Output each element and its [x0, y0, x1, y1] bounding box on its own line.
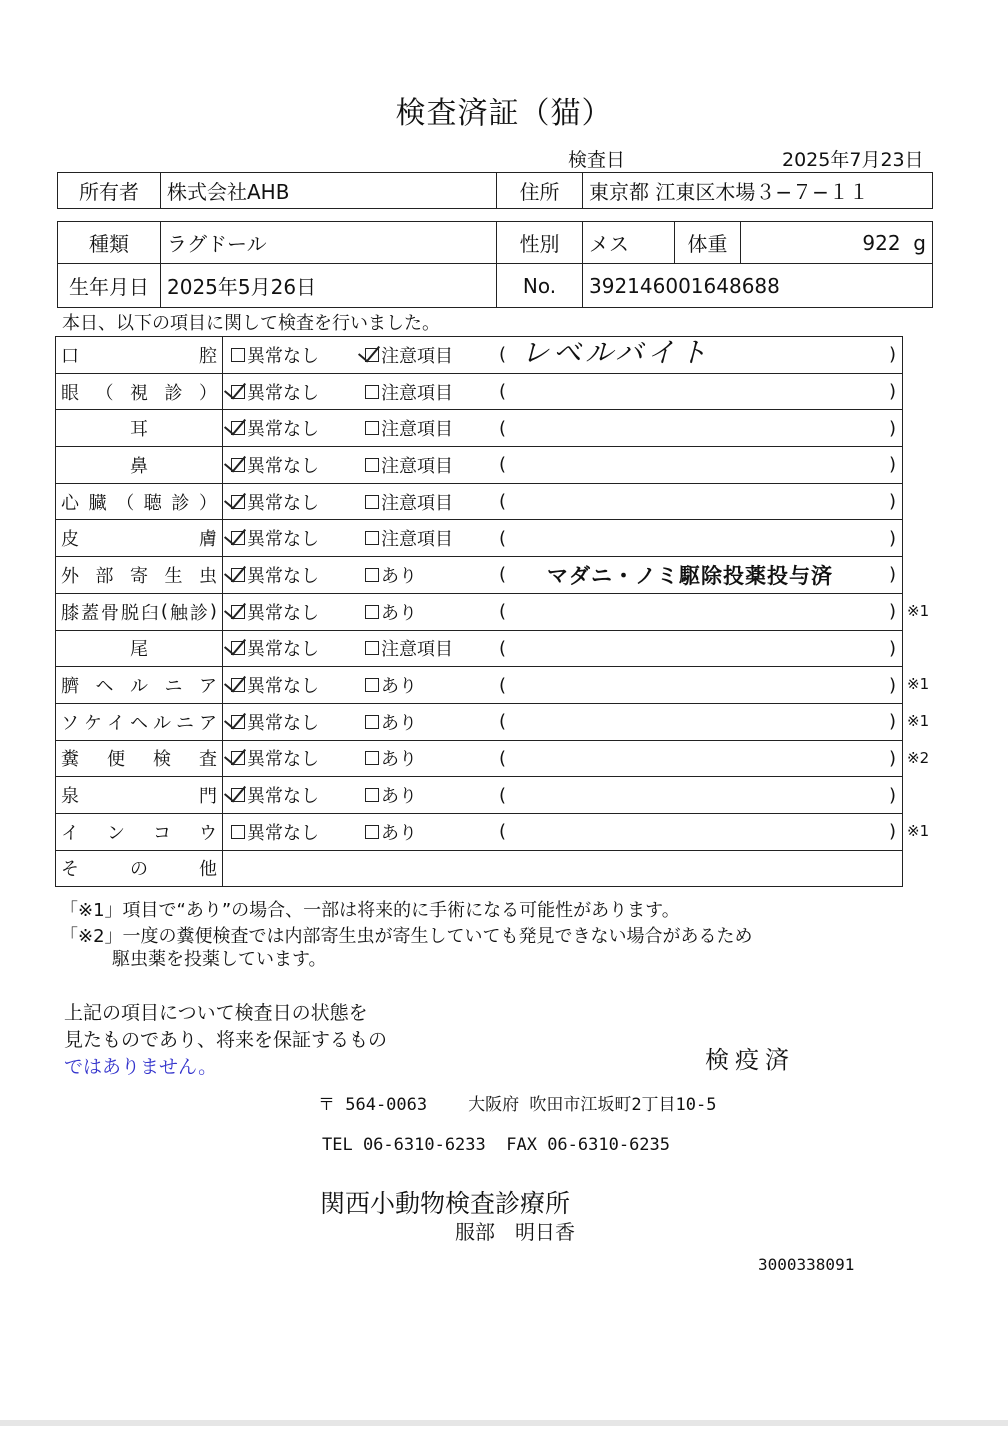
weight-label: 体重 — [675, 222, 741, 264]
option-attention-label: あり — [381, 822, 417, 844]
label-char: ） — [199, 382, 217, 404]
inspection-date-label: 検査日 — [568, 149, 626, 171]
checkbox-icon[interactable] — [365, 715, 379, 729]
exam-row-options — [223, 410, 903, 447]
exam-row-label — [56, 777, 223, 814]
label-char: 鼻 — [130, 455, 148, 477]
checkbox-icon[interactable] — [365, 348, 379, 362]
exam-row-options — [223, 373, 903, 410]
exam-note: マダニ・ノミ駆除投薬投与済 — [547, 563, 833, 588]
checkbox-icon[interactable] — [231, 825, 245, 839]
exam-row-label — [56, 410, 223, 447]
exam-row-options — [223, 667, 903, 704]
exam-row — [56, 337, 903, 374]
checkbox-icon[interactable] — [365, 495, 379, 509]
exam-row-label-text — [61, 415, 217, 441]
label-char: ソ — [61, 712, 79, 734]
label-char: ウ — [199, 822, 217, 844]
checkbox-icon[interactable] — [231, 605, 245, 619]
option-normal[interactable] — [231, 672, 365, 698]
checkbox-icon[interactable] — [365, 531, 379, 545]
exam-row-label-text — [61, 452, 217, 478]
footnote-2-line2: 駆虫薬を投薬しています。 — [112, 949, 327, 970]
label-char: （ — [116, 492, 135, 514]
label-char: 泉 — [61, 786, 79, 808]
document-number: 3000338091 — [758, 1255, 855, 1274]
exam-row-label — [56, 630, 223, 667]
label-char: ニ — [176, 712, 194, 734]
label-char: の — [130, 859, 148, 881]
option-attention[interactable] — [365, 415, 453, 441]
footnote-2-line1: 「※2」一度の糞便検査では内部寄生虫が寄生していても発見できない場合があるため — [60, 926, 753, 947]
label-char: 診 — [171, 492, 190, 514]
exam-row-label-text — [61, 379, 217, 405]
option-attention[interactable] — [365, 525, 453, 551]
checkbox-icon[interactable] — [365, 641, 379, 655]
label-char: そ — [61, 859, 79, 881]
paren-close: ) — [888, 564, 896, 586]
option-normal[interactable] — [231, 562, 365, 588]
exam-row-options — [223, 740, 903, 777]
exam-row-label-text — [61, 562, 217, 588]
label-char: 臓 — [88, 492, 107, 514]
animal-table — [57, 221, 933, 308]
option-attention-label: 注意項目 — [381, 529, 453, 551]
label-char: 診 — [189, 602, 208, 624]
checkbox-icon[interactable] — [365, 788, 379, 802]
checkbox-icon[interactable] — [231, 788, 245, 802]
option-normal[interactable] — [231, 745, 365, 771]
option-attention-label: 注意項目 — [381, 419, 453, 441]
exam-row-options — [223, 337, 903, 374]
option-normal-label: 異常なし — [247, 529, 319, 551]
label-char: ア — [199, 712, 217, 734]
checkbox-icon[interactable] — [231, 348, 245, 362]
option-attention-label: あり — [381, 565, 417, 587]
exam-row-options — [223, 593, 903, 630]
label-char: 査 — [199, 749, 217, 771]
label-char: ニ — [164, 676, 183, 698]
option-attention-label: あり — [381, 602, 417, 624]
label-char: 検 — [153, 749, 171, 771]
exam-table — [55, 336, 903, 887]
exam-row-options — [223, 850, 903, 887]
label-char: 眼 — [61, 382, 79, 404]
paren-open: ( — [499, 417, 507, 439]
option-attention[interactable] — [365, 672, 417, 698]
clinic-tel: TEL 06-6310-6233 — [322, 1135, 486, 1155]
checkbox-icon[interactable] — [231, 751, 245, 765]
option-normal-label: 異常なし — [247, 492, 319, 514]
option-normal[interactable] — [231, 379, 365, 405]
label-char: 生 — [164, 565, 183, 587]
no-value: 392146001648688 — [583, 264, 933, 308]
paren-close: ) — [888, 601, 896, 623]
exam-row-label — [56, 520, 223, 557]
label-char: 外 — [61, 565, 79, 587]
paren-close: ) — [888, 747, 896, 769]
paren-open: ( — [499, 454, 507, 476]
exam-row-label — [56, 557, 223, 594]
label-char: ン — [107, 822, 125, 844]
statement-line3: ではありません。 — [64, 1056, 218, 1078]
exam-row-label-text — [61, 709, 217, 735]
checkbox-icon[interactable] — [365, 458, 379, 472]
address-label: 住所 — [497, 173, 583, 209]
paren-open: ( — [499, 674, 507, 696]
exam-row — [56, 813, 903, 850]
paren-open: ( — [499, 491, 507, 513]
paren-open: ( — [499, 601, 507, 623]
checkbox-icon[interactable] — [231, 531, 245, 545]
label-char: ( — [160, 601, 168, 623]
paren-close: ) — [888, 454, 896, 476]
paren-close: ) — [888, 417, 896, 439]
option-normal-label: 異常なし — [247, 345, 319, 367]
paren-close: ) — [888, 784, 896, 806]
quarantine-stamp: 検疫済 — [705, 1046, 795, 1074]
label-char: 虫 — [199, 565, 217, 587]
option-normal[interactable] — [231, 819, 365, 845]
label-char: 門 — [199, 786, 217, 808]
label-char: 臍 — [61, 676, 79, 698]
exam-row-options — [223, 777, 903, 814]
option-attention[interactable] — [365, 745, 417, 771]
exam-row-label — [56, 447, 223, 484]
handwritten-note: レベルバイト — [521, 336, 712, 369]
label-char: 触 — [169, 602, 188, 624]
paren-open: ( — [499, 784, 507, 806]
label-char: 部 — [95, 565, 114, 587]
paren-open: ( — [499, 747, 507, 769]
footnote-1: 「※1」項目で“あり”の場合、一部は将来的に手術になる可能性があります。 — [60, 900, 680, 921]
checkbox-icon[interactable] — [365, 751, 379, 765]
option-normal[interactable] — [231, 635, 365, 661]
exam-row — [56, 703, 903, 740]
paren-close: ) — [888, 491, 896, 513]
label-char: ） — [198, 492, 217, 514]
sex-label: 性別 — [497, 222, 583, 264]
paren-close: ) — [888, 637, 896, 659]
option-attention[interactable] — [365, 819, 417, 845]
option-normal[interactable] — [231, 415, 365, 441]
exam-row-label-text — [61, 525, 217, 551]
label-char: 腔 — [199, 345, 217, 367]
label-char: ヘ — [95, 676, 114, 698]
option-normal[interactable] — [231, 489, 365, 515]
label-char: 耳 — [130, 419, 148, 441]
footnote-marker: ※2 — [907, 748, 930, 767]
footnote-marker: ※1 — [907, 822, 930, 841]
exam-row-label-text — [61, 745, 217, 771]
weight-unit: g — [913, 230, 926, 255]
option-attention-label: 注意項目 — [381, 345, 453, 367]
checkbox-icon[interactable] — [231, 458, 245, 472]
label-char: 糞 — [61, 749, 79, 771]
label-char: 骨 — [100, 602, 119, 624]
birth-label: 生年月日 — [58, 264, 161, 308]
option-normal[interactable] — [231, 525, 365, 551]
clinic-address-line — [318, 1090, 717, 1115]
exam-row-label — [56, 667, 223, 704]
exam-row — [56, 777, 903, 814]
address-value: 東京都 江東区木場３−７−１１ — [583, 173, 933, 209]
breed-value: ラグドール — [161, 222, 497, 264]
exam-row-options — [223, 703, 903, 740]
option-normal-label: 異常なし — [247, 455, 319, 477]
paren-close: ) — [888, 381, 896, 403]
option-normal[interactable] — [231, 599, 365, 625]
checkbox-icon[interactable] — [365, 421, 379, 435]
intro-text: 本日、以下の項目に関して検査を行いました。 — [62, 313, 440, 334]
checkbox-icon[interactable] — [231, 385, 245, 399]
label-char: ア — [199, 676, 217, 698]
label-char: 心 — [61, 492, 79, 514]
option-attention-label: あり — [381, 786, 417, 808]
checkbox-icon[interactable] — [231, 568, 245, 582]
paren-close: ) — [888, 711, 896, 733]
exam-row — [56, 520, 903, 557]
exam-row-label — [56, 850, 223, 887]
option-normal-label: 異常なし — [247, 712, 319, 734]
option-normal[interactable] — [231, 342, 365, 368]
option-attention[interactable] — [365, 379, 453, 405]
footnote-marker: ※1 — [907, 712, 930, 730]
label-char: 便 — [107, 749, 125, 771]
label-char: ル — [130, 676, 148, 698]
paren-open: ( — [499, 637, 507, 659]
label-char: 膚 — [199, 529, 217, 551]
exam-row-options — [223, 447, 903, 484]
label-char: ) — [209, 601, 217, 623]
exam-row-label-text — [61, 635, 217, 661]
exam-row-label-text — [61, 672, 217, 698]
option-normal-label: 異常なし — [247, 602, 319, 624]
exam-row-label-text — [61, 782, 217, 808]
label-char: イ — [61, 822, 79, 844]
inspection-date: 2025年7月23日 — [782, 149, 924, 171]
checkbox-icon[interactable] — [365, 385, 379, 399]
exam-row-options — [223, 813, 903, 850]
label-char: 蓋 — [80, 602, 99, 624]
label-char: ケ — [84, 712, 102, 734]
exam-row — [56, 593, 903, 630]
label-char: 皮 — [61, 529, 79, 551]
label-char: 寄 — [130, 565, 148, 587]
owner-table — [57, 172, 933, 209]
option-normal-label: 異常なし — [247, 382, 319, 404]
option-normal[interactable] — [231, 782, 365, 808]
scan-edge — [0, 1420, 1008, 1426]
clinic-fax: FAX 06-6310-6235 — [506, 1135, 671, 1155]
weight-cell — [741, 222, 933, 264]
checkbox-icon[interactable] — [365, 605, 379, 619]
paren-close: ) — [888, 821, 896, 843]
exam-row-label — [56, 483, 223, 520]
label-char: コ — [153, 822, 171, 844]
option-normal-label: 異常なし — [247, 749, 319, 771]
checkbox-icon[interactable] — [231, 641, 245, 655]
footnote-marker: ※1 — [907, 601, 930, 620]
exam-row-label — [56, 813, 223, 850]
label-char: ル — [153, 712, 171, 734]
label-char: 脱 — [120, 602, 139, 624]
exam-row-label — [56, 337, 223, 374]
clinic-address: 大阪府 吹田市江坂町2丁目10-5 — [468, 1095, 717, 1115]
option-normal-label: 異常なし — [247, 419, 319, 441]
document-title: 検査済証（猫） — [395, 96, 613, 131]
exam-row-label-text — [61, 489, 217, 515]
option-normal-label: 異常なし — [247, 565, 319, 587]
paren-open: ( — [499, 821, 507, 843]
option-attention-label: 注意項目 — [381, 492, 453, 514]
checkbox-icon[interactable] — [231, 678, 245, 692]
exam-row — [56, 483, 903, 520]
footnote-marker: ※1 — [907, 675, 930, 694]
exam-row-options — [223, 520, 903, 557]
option-normal[interactable] — [231, 452, 365, 478]
statement-line1: 上記の項目について検査日の状態を — [64, 1002, 368, 1024]
option-normal-label: 異常なし — [247, 822, 319, 844]
doctor-name: 服部 明日香 — [455, 1220, 575, 1244]
exam-row-label — [56, 373, 223, 410]
disclaimer-statement — [64, 1000, 387, 1081]
clinic-contact-line — [322, 1135, 670, 1155]
checkbox-icon[interactable] — [231, 715, 245, 729]
option-normal-label: 異常なし — [247, 639, 319, 661]
option-normal-label: 異常なし — [247, 676, 319, 698]
option-attention-label: 注意項目 — [381, 455, 453, 477]
exam-row-label — [56, 740, 223, 777]
birth-value: 2025年5月26日 — [161, 264, 497, 308]
option-attention-label: 注意項目 — [381, 382, 453, 404]
option-attention[interactable] — [365, 562, 417, 588]
label-char: 膝 — [61, 602, 79, 624]
exam-row-label — [56, 593, 223, 630]
option-attention[interactable] — [365, 489, 453, 515]
paren-close: ) — [888, 344, 896, 366]
exam-row-label-text — [61, 855, 217, 881]
breed-label: 種類 — [58, 222, 161, 264]
checkbox-icon[interactable] — [231, 495, 245, 509]
exam-row — [56, 850, 903, 887]
checkbox-icon[interactable] — [365, 678, 379, 692]
option-attention[interactable] — [365, 599, 417, 625]
owner-label: 所有者 — [58, 173, 161, 209]
exam-row — [56, 447, 903, 484]
option-attention-label: あり — [381, 712, 417, 734]
exam-row — [56, 410, 903, 447]
exam-row — [56, 630, 903, 667]
checkbox-icon[interactable] — [365, 568, 379, 582]
label-char: 他 — [199, 859, 217, 881]
statement-line2: 見たものであり、将来を保証するもの — [64, 1029, 388, 1051]
label-char: 診 — [164, 382, 183, 404]
label-char: イ — [107, 712, 125, 734]
label-char: ヘ — [130, 712, 148, 734]
paren-open: ( — [499, 344, 507, 366]
option-attention-label: あり — [381, 749, 417, 771]
exam-row-options — [223, 557, 903, 594]
option-attention[interactable] — [365, 342, 453, 368]
exam-row — [56, 667, 903, 704]
label-char: （ — [95, 382, 114, 404]
option-normal-label: 異常なし — [247, 786, 319, 808]
checkbox-icon[interactable] — [231, 421, 245, 435]
paren-open: ( — [499, 711, 507, 733]
clinic-postal: 〒 564-0063 — [318, 1095, 428, 1115]
sex-value: メス — [583, 222, 675, 264]
exam-row-label-text — [61, 599, 217, 625]
paren-close: ) — [888, 674, 896, 696]
paren-open: ( — [499, 564, 507, 586]
no-label: No. — [497, 264, 583, 308]
label-char: 尾 — [130, 639, 148, 661]
label-char: 臼 — [140, 602, 159, 624]
option-attention[interactable] — [365, 452, 453, 478]
checkbox-icon[interactable] — [365, 825, 379, 839]
exam-row-options — [223, 630, 903, 667]
option-attention[interactable] — [365, 635, 453, 661]
owner-value: 株式会社AHB — [161, 173, 497, 209]
label-char: 聴 — [143, 492, 162, 514]
paren-close: ) — [888, 527, 896, 549]
exam-row — [56, 557, 903, 594]
exam-row-label-text — [61, 819, 217, 845]
option-attention-label: 注意項目 — [381, 639, 453, 661]
exam-row-label-text — [61, 342, 217, 368]
option-attention-label: あり — [381, 676, 417, 698]
option-attention[interactable] — [365, 709, 417, 735]
paren-open: ( — [499, 381, 507, 403]
paren-open: ( — [499, 527, 507, 549]
exam-row-options — [223, 483, 903, 520]
label-char: 口 — [61, 345, 79, 367]
exam-row-label — [56, 703, 223, 740]
clinic-name: 関西小動物検査診療所 — [320, 1189, 571, 1218]
weight-value: 922 — [862, 230, 901, 255]
option-normal[interactable] — [231, 709, 365, 735]
option-attention[interactable] — [365, 782, 417, 808]
label-char: 視 — [130, 382, 148, 404]
exam-row — [56, 373, 903, 410]
exam-row — [56, 740, 903, 777]
